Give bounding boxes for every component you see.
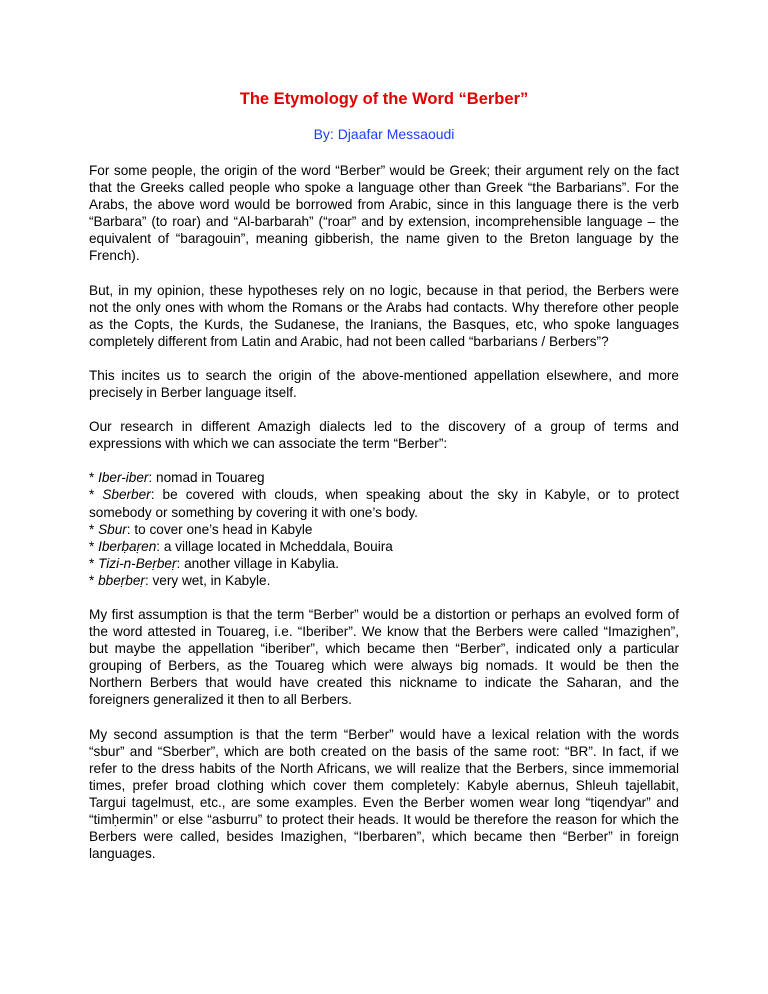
term-definition: : be covered with clouds, when speaking about the sky in Kabyle, or to protect somebody or something by covering it with one’s body.	[89, 487, 679, 520]
term-item	[89, 486, 679, 520]
term-bullet: *	[89, 470, 99, 486]
term-word: Tizi-n-Beṛbeṛ	[98, 555, 177, 571]
term-bullet: *	[89, 538, 99, 554]
term-bullet: *	[89, 487, 103, 503]
term-item	[89, 521, 679, 538]
term-list	[89, 469, 679, 589]
paragraph-second-assumption: My second assumption is that the term “Berber” would have a lexical relation with the words “sbur” and “Sberber”, which are both created on the basis of the same root: “BR”. In fact, if we refer to the dress habits of the North Africans, we will realize that the Berbers, since immemorial times, prefer broad clothing which cover them completely: Kabyle abernus, Shleuh tajellabit, Targui tagelmust, etc., are some examples. Even the Berber women wear long “tiqendyar” and “timḥermin” or else “asburru” to protect their heads. It would be therefore the reason for which the Berbers were called, besides Imazighen, “Iberbaren”, which became then “Berber” in foreign languages.	[89, 726, 679, 862]
paragraph-search-origin: This incites us to search the origin of the above-mentioned appellation elsewhere, and more precisely in Berber language itself.	[89, 367, 679, 401]
paragraph-research-intro: Our research in different Amazigh dialects led to the discovery of a group of terms and expressions with which we can associate the term “Berber”:	[89, 419, 679, 452]
paragraph-critique: But, in my opinion, these hypotheses rely on no logic, because in that period, the Berbers were not the only ones with whom the Romans or the Arabs had contacts. Why therefore other people as the Copts, the Kurds, the Sudanese, the Iranians, the Basques, etc, who spoke languages completely different from Latin and Arabic, had not been called “barbarians / Berbers”?	[89, 282, 679, 349]
document-title: The Etymology of the Word “Berber”	[239, 90, 529, 108]
term-word: bbeṛbeṛ	[98, 572, 145, 588]
term-word: Iberḅaṛen	[98, 538, 157, 554]
author-byline: By: Djaafar Messaoudi	[313, 126, 455, 142]
document-body	[89, 162, 679, 879]
term-item	[89, 572, 679, 589]
term-definition: : another village in Kabylia.	[176, 555, 339, 571]
term-word: Sbur	[98, 521, 127, 537]
term-bullet: *	[89, 521, 99, 537]
term-bullet: *	[89, 555, 99, 571]
term-definition: : a village located in Mcheddala, Bouira	[156, 538, 393, 554]
term-bullet: *	[89, 572, 99, 588]
term-item	[89, 469, 679, 486]
term-definition: : nomad in Touareg	[148, 470, 265, 486]
term-definition: : very wet, in Kabyle.	[144, 572, 271, 588]
term-word: Sberber	[102, 487, 151, 503]
term-item	[89, 538, 679, 555]
paragraph-first-assumption: My first assumption is that the term “Berber” would be a distortion or perhaps an evolved form of the word attested in Touareg, i.e. “Iberiber”. We know that the Berbers were called “Imazighen”, but maybe the appellation “iberiber”, which became then “Berber”, indicated only a particular grouping of Berbers, as the Touareg which were always big nomads. It would be then the Northern Berbers that would have created this nickname to indicate the Saharan, and the foreigners generalized it then to all Berbers.	[89, 606, 679, 708]
term-definition: : to cover one’s head in Kabyle	[126, 521, 313, 537]
paragraph-origin-theories: For some people, the origin of the word “Berber” would be Greek; their argument rely on the fact that the Greeks called people who spoke a language other than Greek “the Barbarians”. For the Arabs, the above word would be borrowed from Arabic, since in this language there is the verb “Barbara” (to roar) and “Al-barbarah” (“roar” and by extension, incomprehensible language – the equivalent of “baragouin”, meaning gibberish, the name given to the Breton language by the French).	[89, 163, 679, 264]
term-item	[89, 555, 679, 572]
term-word: Iber-iber	[98, 470, 149, 486]
